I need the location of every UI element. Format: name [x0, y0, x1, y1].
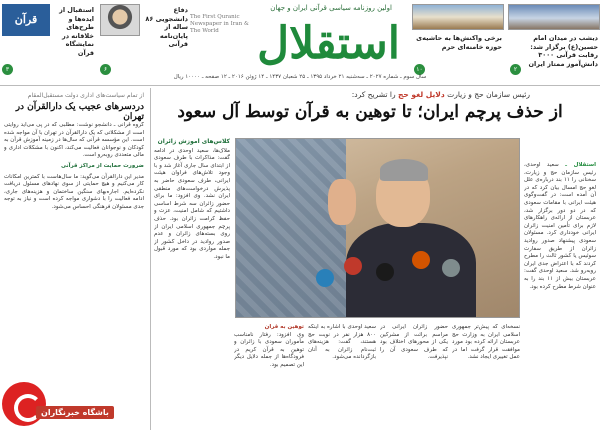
article-lead: استقلال ـ [565, 162, 596, 168]
teaser-4[interactable] [0, 2, 96, 76]
teaser-1[interactable] [508, 2, 600, 76]
article-column-left [154, 138, 230, 423]
article-column-bottom-2: حضور زائران ایرانی در مراسم برائت از مشرکین یکی از محورهای اختلاف بود که طرف سعودی آن را نپذیرفت. [380, 324, 448, 361]
teaser-3-page: ۶ [100, 64, 111, 75]
teaser-3-image [100, 4, 140, 36]
main-kicker [352, 90, 530, 99]
article-column-bottom-3: سعید اوحدی با اشاره به اینکه ۸۰۰ هزار نفر در نوبت حج هستند، گفت: هزینه‌های ثبت‌نام زائران به آنان بازگردانده می‌شود. [308, 324, 376, 361]
microphone-icon [344, 257, 362, 275]
teaser-1-image [508, 4, 600, 30]
logo-latin-tagline: The First Quranic Newspaper in Iran & The World [190, 14, 249, 34]
watermark-label: باشگاه خبرنگاران [36, 406, 114, 419]
teaser-3-text: دفاع دانشجویی ۸۶ ساله از پایان‌نامه قرآنی [145, 6, 188, 48]
side-kicker: از تمام سیاست‌های اداری دولت مستقبل‌المقام [27, 92, 144, 99]
article-text: مدیر این دارالقرآن می‌گوید: ما سال‌هاست با کمترین امکانات کار می‌کنیم و هیچ حمایتی از سوی نهادهای مسئول دریافت نکرده‌ایم. اجاره‌بهای سنگین ساختمان و هزینه‌های جاری، ادامه فعالیت را با دشواری مواجه کرده است و نیاز به توجه جدی مسئولان فرهنگی احساس می‌شود. [4, 173, 144, 210]
main-story [152, 88, 600, 430]
article-column-bottom-1: نسخه‌ای که پیش‌تر جمهوری اسلامی ایران به وزارت حج عربستان ارائه کرده بود مورد موافقت قرار گرفت اما در عمل تغییری ایجاد نشد. [452, 324, 520, 361]
masthead [0, 0, 600, 86]
microphone-icon [442, 259, 460, 277]
kicker-pre: رئیس سازمان حج و زیارت [447, 90, 530, 99]
article-column-bottom-4 [234, 324, 304, 424]
photo-speaker-hand [328, 179, 356, 225]
kicker-highlight: دلایل لغو حج [398, 90, 445, 99]
microphone-icon [376, 263, 394, 281]
teaser-4-image [2, 4, 50, 36]
main-headline[interactable]: از حذف پرچم ایران؛ تا توهین به قرآن توسط آل سعود [177, 102, 563, 122]
quran-logo-text: قرآن [14, 13, 38, 26]
microphone-icon [412, 251, 430, 269]
microphone-icon [316, 269, 334, 287]
column-divider [150, 88, 151, 430]
teaser-1-text: دیشب در میدان امام حسین(ع) برگزار شد: رقابت قرآنی ۳۰۰۰ دانش‌آموز ممتاز ایران [528, 34, 598, 68]
club-logo-icon [2, 382, 46, 426]
logo-tagline: اولین روزنامه سیاسی قرآنی ایران و جهان [270, 4, 392, 12]
photo-speaker-hair [380, 159, 428, 181]
side-article-body [4, 122, 144, 422]
teaser-2-page: ۱۰ [414, 64, 425, 75]
newspaper-title: استقلال [257, 18, 400, 69]
newspaper-logo [190, 4, 410, 82]
article-text: ملاک‌ها، سعید اوحدی در ادامه گفت: مذاکرات با طرف سعودی از ابتدای سال جاری آغاز شد و با وجود تلاش‌های فراوان هیئت ایرانی، طرف سعودی حاضر به پذیرش درخواست‌های منطقی ایران نشد. وی افزود: ما برای حضور زائران سه شرط اساسی داشتیم که شامل امنیت، عزت و حفظ کرامت زائران بود. حذف پرچم جمهوری اسلامی ایران از روی بسته‌های زائران و عدم صدور روادید در داخل کشور از جمله مواردی بود که مورد قبول ما نبود. [154, 147, 230, 260]
photo-background-panel [236, 139, 346, 317]
article-text: گروه قرآنی ـ دانشجو نوشت: مطلبی که در پی می‌آید روایتی است از مشکلاتی که یک دارالقرآن در تهران با آن مواجه شده است. این مؤسسه قرآنی که سال‌ها در زمینه آموزش قرآن به کودکان و نوجوانان فعالیت می‌کند، اکنون با مشکلات اداری و مالی متعددی روبه‌رو است. [4, 122, 144, 159]
article-text: سعید اوحدی، رئیس سازمان حج و زیارت، سخنانی را ۱۱ بند درباره‌ی علل لغو حج امسال بیان کرد که در آن آمده است: در گفت‌وگوی هیئت ایرانی با مقامات سعودی که در دو دور برگزار شد، عربستان از ارائه‌ی راهکارهای لازم برای تأمین امنیت زائران ایرانی خودداری کرد. مسئولان سعودی پیشنهاد صدور روادید زائران از طریق سفارت سوئیس یا کشور ثالث را مطرح کردند که با اعتراض جدی ایران روبه‌رو شد. سعید اوحدی گفت: عربستان بیش از ۱۱ بند را به عنوان شرط مطرح کرده بود. [524, 162, 596, 290]
article-text: وی افزود: رفتار نامناسب مأموران سعودی با زائران و توهین به قرآن کریم در فرودگاه‌ها از جمله دلایل دیگر این تصمیم بود. [234, 331, 304, 368]
column-subhead: توهین به قرآن [264, 324, 304, 330]
dateline: سال سوم ـ شماره ۲۰۲۷ ـ سه‌شنبه ۲۱ خرداد ۱۳۹۵ ـ ۲۵ شعبان ۱۴۳۷ ـ ۱۴ ژوئن ۲۰۱۶ ـ ۱۲ صفحه ـ ۱۰۰۰۰ ریال [173, 74, 427, 80]
article-column-right [524, 162, 596, 422]
teaser-4-page: ۳ [2, 64, 13, 75]
teaser-2[interactable] [412, 2, 504, 76]
teaser-1-page: ۲ [510, 64, 521, 75]
watermark [2, 382, 122, 426]
kicker-post: را تشریح کرد: [351, 90, 396, 99]
side-headline[interactable]: دردسرهای عجیب یک دارالقرآن در تهران [15, 102, 144, 122]
side-story [0, 88, 150, 430]
teaser-2-image [412, 4, 504, 30]
column-subhead: کلاس‌های آموزش زائران [157, 138, 230, 145]
side-subhead: ضرورت حمایت از مراکز قرآنی [60, 162, 144, 169]
main-photo [235, 138, 520, 318]
teaser-2-text: برخی واکنش‌ها به حاشیه‌ی حوزه خامنه‌ای حرم [416, 34, 502, 51]
teaser-4-text: استقبال از ایده‌ها و طرح‌های خلاقانه در نمایشگاه قرآن [59, 6, 94, 57]
teaser-3[interactable] [98, 2, 190, 76]
